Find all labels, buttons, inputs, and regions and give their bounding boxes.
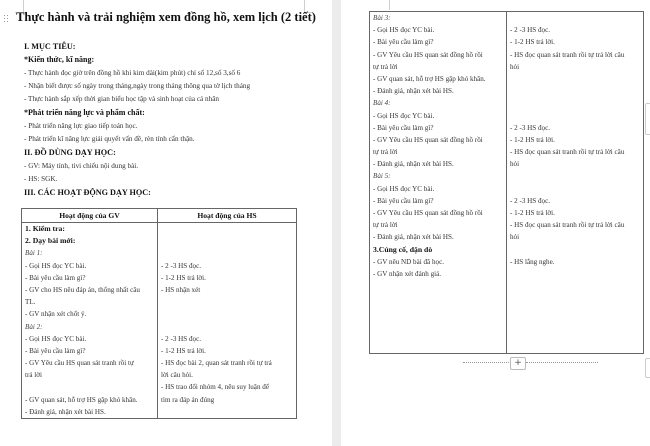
cell-text-line: - 1-2 HS trả lời. (161, 346, 206, 355)
student-activity-cell[interactable] (158, 223, 297, 419)
paragraph: - GV: Máy tính, tivi chiếu nội dung bài. (24, 161, 139, 170)
column-header-teacher: Hoạt động của GV (22, 209, 158, 223)
cell-text-line (373, 317, 503, 329)
cell-text-line: 1. Kiểm tra: (25, 224, 65, 233)
cell-text-line: - HS đọc bài 2, quan sát tranh rồi tự trả (161, 359, 272, 368)
cell-text-line: - 1-2 HS trả lời. (510, 38, 555, 47)
activities-table[interactable] (21, 208, 297, 419)
subheading-competencies: *Phát triển năng lực và phẩm chất: (24, 108, 145, 118)
cell-text-line (510, 85, 640, 97)
cell-text-line: - HS lắng nghe. (510, 257, 555, 266)
cell-text-line (510, 97, 640, 109)
paragraph: - Nhận biết được số ngày trong tháng,ngày trong tháng thông qua tờ lịch tháng (24, 81, 251, 90)
cell-text-line (510, 244, 640, 256)
table-add-row-control (463, 358, 598, 368)
cell-text-line: - HS đọc quan sát tranh rồi tự trả lời câu (510, 148, 625, 157)
cell-text-line: - HS đọc quan sát tranh rồi tự trả lời câu (510, 50, 625, 59)
cell-text-line: hỏi (510, 62, 520, 71)
cell-text-line (510, 329, 640, 341)
cell-text-line: - 2 -3 HS đọc. (510, 196, 550, 205)
paragraph: - Phát triển năng lực giao tiếp toán học. (24, 121, 138, 130)
cell-text-line: - 2 -3 HS đọc. (510, 26, 550, 35)
cell-text-line (161, 235, 293, 247)
cell-text-line (161, 308, 293, 320)
paragraph: - Thực hành sắp xếp thời gian biểu học tập và sinh hoạt của cá nhân (24, 95, 219, 104)
cell-text-line: - Đánh giá, nhận xét bài HS. (373, 160, 454, 169)
cell-text-line: Bài 2: (25, 322, 43, 331)
cell-text-line: - GV Yêu cầu HS quan sát đồng hồ rồi (373, 135, 483, 144)
paragraph: - HS: SGK. (24, 174, 58, 183)
cell-text-line (161, 296, 293, 308)
cell-text-line: tự trả lời (373, 62, 398, 71)
cell-text-line: - Đánh giá, nhận xét bài HS. (25, 407, 106, 416)
cell-text-line (373, 341, 503, 353)
cell-text-line: - GV nhận xét chốt ý. (25, 310, 87, 319)
cell-text-line (510, 73, 640, 85)
cell-text-line: - GV quan sát, hỗ trợ HS gặp khó khăn. (25, 395, 138, 404)
cell-text-line: - Gọi HS đọc YC bài. (25, 261, 87, 270)
cell-text-line: - HS trao đổi nhóm 4, nêu suy luận để (161, 383, 269, 392)
document-title: Thực hành và trải nghiệm xem đồng hồ, xem lịch (2 tiết) (16, 10, 316, 24)
cell-text-line: - 2 -3 HS đọc. (161, 261, 201, 270)
cell-text-line: - HS nhận xét (161, 285, 201, 294)
cell-text-line: 2. Dạy bài mới: (25, 236, 76, 246)
cell-text-line: - Gọi HS đọc YC bài. (373, 184, 435, 193)
cell-text-line (510, 183, 640, 195)
cell-text-line: - HS đọc quan sát tranh rồi tự trả lời câu (510, 221, 625, 230)
subheading-knowledge: *Kiến thức, kĩ năng: (24, 55, 95, 65)
cell-text-line: - GV cho HS nêu đáp án, thống nhất câu (25, 285, 140, 294)
cell-text-line (510, 317, 640, 329)
cell-text-line: - Gọi HS đọc YC bài. (25, 334, 87, 343)
cell-text-line: Bài 3: (373, 14, 391, 22)
cell-text-line (161, 223, 293, 235)
column-resize-handle[interactable] (645, 103, 650, 135)
cell-text-line: - Gọi HS đọc YC bài. (373, 26, 435, 35)
cell-text-line (373, 305, 503, 317)
cell-text-line (510, 305, 640, 317)
student-activity-cell[interactable] (507, 12, 644, 354)
section-heading-activities: III. CÁC HOẠT ĐỘNG DẠY HỌC: (24, 188, 151, 198)
cell-text-line (510, 170, 640, 182)
cell-text-line (510, 110, 640, 122)
cell-text-line: tự trả lời (373, 148, 398, 157)
cell-text-line: - GV nhận xét đánh giá. (373, 269, 442, 278)
cell-text-line: - GV quan sát, hỗ trợ HS gặp khó khăn. (373, 74, 486, 83)
teacher-activity-cell[interactable] (370, 12, 507, 354)
cell-text-line (510, 341, 640, 353)
section-heading-materials: II. ĐỒ DÙNG DẠY HỌC: (24, 148, 116, 158)
paragraph: - Phát triển kĩ năng lực giải quyết vấn đề, rèn tính cẩn thận. (24, 135, 195, 144)
cell-text-line: Bài 4: (373, 99, 391, 108)
cell-text-line: - Bài yêu cầu làm gì? (373, 196, 434, 205)
cell-text-line (373, 329, 503, 341)
cell-text-line: - GV Yêu cầu HS quan sát đồng hồ rồi (373, 209, 483, 217)
cell-text-line: lời câu hỏi. (161, 371, 193, 380)
cell-text-line (161, 321, 293, 333)
cell-text-line: hỏi (510, 233, 520, 242)
cell-text-line: - Bài yêu cầu làm gì? (373, 38, 434, 47)
cell-text-line (25, 381, 154, 393)
cell-text-line: - GV Yêu cầu HS quan sát đồng hồ rồi (373, 50, 483, 59)
cell-text-line: - GV Yêu cầu HS quan sát tranh rồi tự (25, 359, 134, 368)
cell-text-line (161, 247, 293, 259)
cell-text-line: - Đánh giá, nhận xét bài HS. (373, 87, 454, 96)
cell-text-line: - 1-2 HS trả lời. (510, 209, 555, 217)
cell-text-line: hỏi (510, 160, 520, 169)
cell-text-line: - Đánh giá, nhận xét bài HS. (373, 233, 454, 242)
cell-text-line (373, 292, 503, 304)
cell-text-line (161, 406, 293, 418)
row-insert-guide (463, 362, 509, 363)
cell-text-line: - GV nêu ND bài đã học. (373, 257, 444, 266)
cell-text-line: - 2 -3 HS đọc. (510, 123, 550, 132)
page-margin-corner-mark (381, 0, 390, 10)
cell-text-line: - Bài yêu cầu làm gì? (25, 273, 86, 282)
paragraph: - Thực hành đọc giờ trên đồng hồ khi kim dài(kim phút) chỉ số 12,số 3,số 6 (24, 68, 241, 77)
teacher-activity-cell[interactable] (22, 223, 158, 419)
cell-text-line: - 1-2 HS trả lời. (161, 273, 206, 282)
column-header-student: Hoạt động của HS (158, 209, 297, 223)
cell-text-line: Bài 5: (373, 172, 391, 181)
section-heading-objectives: I. MỤC TIÊU: (24, 42, 76, 51)
column-resize-handle[interactable] (645, 358, 650, 378)
cell-text-line: TL. (25, 298, 36, 307)
cell-text-line: tìm ra đáp án đúng (161, 395, 215, 404)
cell-text-line: - Bài yêu cầu làm gì? (25, 346, 86, 355)
cell-text-line (373, 280, 503, 292)
document-page-2 (341, 0, 650, 446)
cell-text-line (510, 268, 640, 280)
document-body (24, 40, 314, 200)
row-insert-guide (526, 362, 598, 363)
cell-text-line: 3.Củng cố, dặn dò (373, 244, 433, 254)
cell-text-line (510, 292, 640, 304)
cell-text-line: - 1-2 HS trả lời. (510, 135, 555, 144)
cell-text-line: - Gọi HS đọc YC bài. (373, 111, 435, 120)
cell-text-line: - Bài yêu cầu làm gì? (373, 123, 434, 132)
cell-text-line (510, 280, 640, 292)
cell-text-line (510, 12, 640, 24)
cell-text-line: - 2 -3 HS đọc. (161, 334, 201, 343)
cell-text-line: trả lời (25, 371, 42, 380)
cell-text-line: tự trả lời (373, 221, 398, 230)
page-separator (332, 0, 341, 446)
add-row-button[interactable]: + (510, 357, 526, 370)
cell-text-line: Bài 1: (25, 249, 43, 258)
activities-table-continued[interactable] (369, 11, 644, 354)
